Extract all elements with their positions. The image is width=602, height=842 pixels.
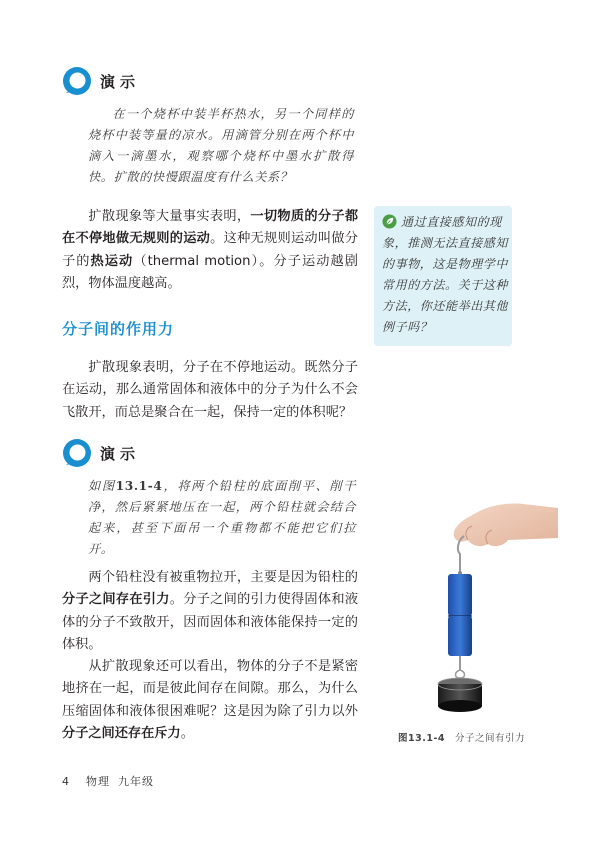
figure-ref: 13.1-4 — [115, 479, 163, 493]
figure-caption — [398, 730, 525, 744]
figure-caption-text: 分子之间有引力 — [455, 733, 526, 744]
page-number: 4 — [62, 775, 70, 788]
demo-text: 在一个烧杯中装半杯热水，另一个同样的烧杯中装等量的凉水。用滴管分别在两个杯中滴入一滴墨水，观察哪个烧杯中墨水扩散得快。扩散的快慢跟温度有什么关系？ — [88, 107, 354, 184]
demo-header — [62, 438, 140, 468]
lower-lead-cylinder — [448, 616, 472, 656]
bold-text: 分子之间还存在斥力 — [62, 726, 181, 742]
paragraph: 扩散现象表明，分子在不停地运动。既然分子在运动，那么通常固体和液体中的分子为什么不会飞散开，而总是聚合在一起，保持一定的体积呢？ — [62, 360, 358, 420]
demo-text: 如图13.1-4，将两个铅柱的底面削平、削干净，然后紧紧地压在一起，两个铅柱就会结合起来，甚至下面吊一个重物都不能把它们拉开。 — [88, 479, 357, 556]
paragraph: 两个铅柱没有被重物拉开，主要是因为铅柱的分子之间存在引力。分子之间的引力使得固体和液体的分子不致散开，因而固体和液体能保持一定的体积。 — [62, 570, 359, 653]
paragraph: 从扩散现象还可以看出，物体的分子不是紧密地挤在一起，而是彼此间存在间隙。那么，为什么压缩固体和液体很困难呢？这是因为除了引力以外分子之间还存在斥力。 — [62, 659, 358, 742]
demo-header — [62, 66, 140, 96]
paragraph: 扩散现象等大量事实表明，一切物质的分子都在不停地做无规则的运动。这种无规则运动叫做分子的热运动（thermal motion）。分子运动越剧烈，物体温度越高。 — [62, 209, 359, 292]
grade-label: 九年级 — [118, 775, 154, 788]
demo-title: 演示 — [100, 444, 141, 463]
sidebar-note — [374, 206, 512, 346]
hand — [454, 503, 558, 546]
figure-number: 图13.1-4 — [398, 733, 445, 744]
upper-lead-cylinder — [448, 574, 472, 616]
bold-text: 分子之间存在引力 — [62, 592, 170, 608]
demo-title: 演示 — [100, 72, 141, 91]
demo-icon — [62, 438, 92, 468]
section-title: 分子间的作用力 — [62, 320, 175, 338]
page-footer — [62, 773, 154, 789]
leaf-icon — [382, 214, 397, 229]
lead-cylinder-figure — [408, 498, 558, 718]
book-title: 物理 — [86, 775, 110, 788]
bold-text: 一切物质的分子都在不停地做无规则的运动 — [62, 209, 359, 247]
bold-text: 热运动 — [90, 253, 134, 269]
sidebar-text: 通过直接感知的现象，推测无法直接感知的事物，这是物理学中常用的方法。关于这种方法，你还能举出其他例子吗？ — [382, 215, 509, 334]
demo-icon — [62, 66, 92, 96]
